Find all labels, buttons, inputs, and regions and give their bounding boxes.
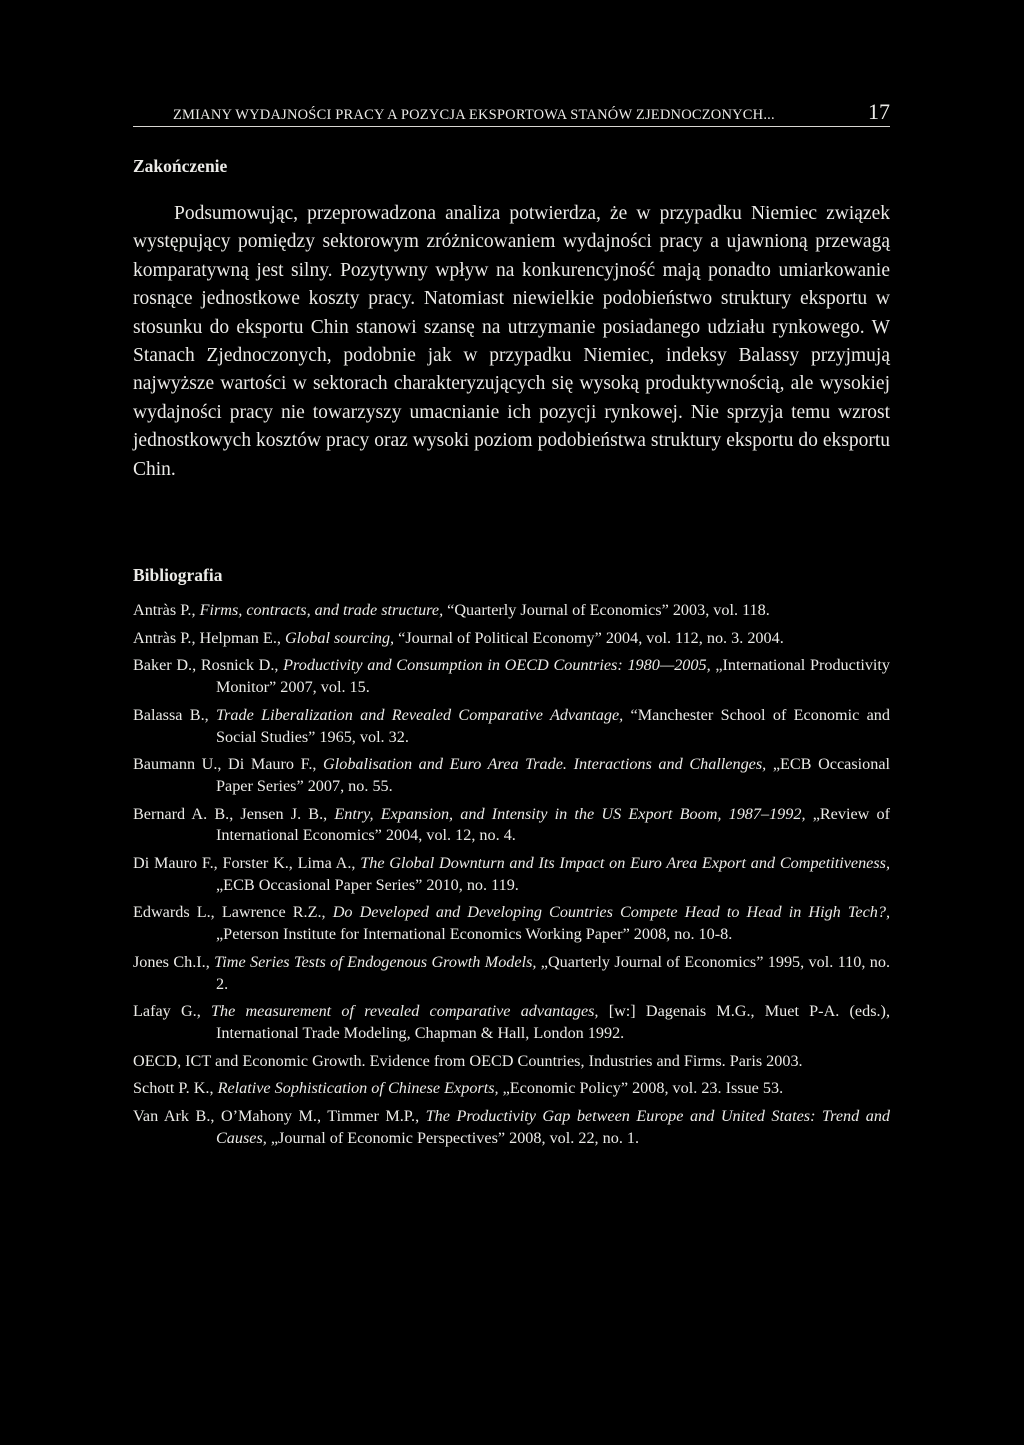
reference-title: Global sourcing, — [284, 628, 395, 647]
reference-source: „Economic Policy” 2008, vol. 23. Issue 53. — [498, 1079, 784, 1098]
reference-title: Productivity and Consumption in OECD Countries: 1980—2005, — [283, 656, 711, 675]
reference-title: Trade Liberalization and Revealed Comparative Advantage, — [215, 705, 624, 724]
reference-title: Time Series Tests of Endogenous Growth Models, — [214, 952, 537, 971]
reference-title: Relative Sophistication of Chinese Exports, — [217, 1079, 499, 1098]
conclusion-paragraph: Podsumowując, przeprowadzona analiza potwierdza, że w przypadku Niemiec związek występujący pomiędzy sektorowym zróżnicowaniem wydajności pracy a ujawnioną przewagą komparatywną jest silny. Pozytywny wpływ na konkurencyjność mają ponadto umiarkowanie rosnące jednostkowe koszty pracy. Natomiast niewielkie podobieństwo struktury eksportu w stosunku do eksportu Chin stanowi szansę na utrzymanie posiadanego udziału rynkowego. W Stanach Zjednoczonych, podobnie jak w przypadku Niemiec, indeksy Balassy przyjmują najwyższe wartości w sektorach charakteryzujących się wysoką produktywnością, ale wysokiej wydajności pracy nie towarzyszy umacnianie ich pozycji rynkowej. Nie sprzyja temu wzrost jednostkowych kosztów pracy oraz wysoki poziom podobieństwa struktury eksportu do eksportu Chin. — [133, 203, 890, 480]
reference-authors: OECD, ICT and Economic Growth. Evidence from OECD Countries, Industries and Firms. Paris 2003. — [133, 1051, 803, 1070]
reference-entry — [133, 1001, 890, 1044]
reference-source: [w:] Dagenais M.G., Muet P-A. (eds.), International Trade Modeling, Chapman & Hall, London 1992. — [216, 1002, 890, 1042]
reference-authors: Baumann U., Di Mauro F., — [133, 755, 324, 774]
reference-source: “Manchester School of Economic and Social Studies” 1965, vol. 32. — [216, 705, 890, 746]
reference-title: The Global Downturn and Its Impact on Euro Area Export and Competitiveness, — [360, 854, 891, 873]
reference-entry — [133, 1051, 890, 1073]
reference-source: „ECB Occasional Paper Series” 2007, no. 55. — [216, 755, 891, 795]
running-header-title: ZMIANY WYDAJNOŚCI PRACY A POZYCJA EKSPORTOWA STANÓW ZJEDNOCZONYCH... — [173, 107, 775, 123]
reference-title: Do Developed and Developing Countries Compete Head to Head in High Tech?, — [332, 903, 891, 922]
reference-entry — [133, 952, 890, 995]
reference-title: Firms, contracts, and trade structure, — [199, 601, 444, 619]
reference-source: “Journal of Political Economy” 2004, vol. 112, no. 3. 2004. — [394, 628, 784, 647]
reference-title: Globalisation and Euro Area Trade. Interactions and Challenges, — [323, 755, 767, 774]
reference-authors: Antràs P., Helpman E., — [133, 628, 285, 647]
running-header — [133, 98, 890, 127]
reference-entry — [133, 1106, 890, 1149]
reference-authors: Baker D., Rosnick D., — [133, 656, 284, 675]
reference-source: „ECB Occasional Paper Series” 2010, no. 119. — [216, 875, 519, 894]
reference-source: “Quarterly Journal of Economics” 2003, vol. 118. — [443, 601, 770, 619]
reference-authors: Jones Ch.I., — [133, 952, 215, 971]
reference-authors: Balassa B., — [133, 705, 216, 724]
reference-title: The Productivity Gap between Europe and United States: Trend and Causes, — [216, 1107, 891, 1147]
reference-title: Entry, Expansion, and Intensity in the US Export Boom, 1987–1992, — [334, 804, 806, 823]
reference-authors: Di Mauro F., Forster K., Lima A., — [133, 854, 361, 873]
reference-entry — [133, 853, 890, 896]
reference-authors: Bernard A. B., Jensen J. B., — [133, 804, 335, 823]
reference-source: „Quarterly Journal of Economics” 1995, vol. 110, no. 2. — [216, 952, 891, 993]
bibliography-heading: Bibliografia — [133, 565, 223, 585]
reference-entry — [133, 902, 890, 945]
reference-source: „International Productivity Monitor” 2007, vol. 15. — [216, 656, 891, 697]
reference-entry — [133, 655, 890, 698]
reference-authors: Edwards L., Lawrence R.Z., — [133, 903, 333, 922]
reference-title: The measurement of revealed comparative advantages, — [210, 1002, 599, 1021]
reference-authors: Lafay G., — [133, 1002, 211, 1021]
reference-entry — [133, 628, 890, 650]
reference-source: „Journal of Economic Perspectives” 2008, vol. 22, no. 1. — [266, 1128, 640, 1147]
conclusion-body — [133, 200, 890, 484]
reference-authors: Schott P. K., — [133, 1079, 218, 1098]
reference-entry — [133, 804, 890, 847]
reference-source: „Review of International Economics” 2004, vol. 12, no. 4. — [216, 804, 891, 845]
reference-entry — [133, 705, 890, 748]
reference-authors: Antràs P., — [133, 601, 200, 619]
conclusion-heading: Zakończenie — [133, 156, 228, 176]
reference-entry — [133, 600, 890, 622]
reference-entry — [133, 754, 890, 797]
bibliography-list — [133, 600, 890, 1155]
reference-source: „Peterson Institute for International Economics Working Paper” 2008, no. 10-8. — [216, 925, 733, 944]
reference-entry — [133, 1078, 890, 1100]
page-number: 17 — [868, 99, 890, 124]
reference-authors: Van Ark B., O’Mahony M., Timmer M.P., — [133, 1107, 426, 1126]
